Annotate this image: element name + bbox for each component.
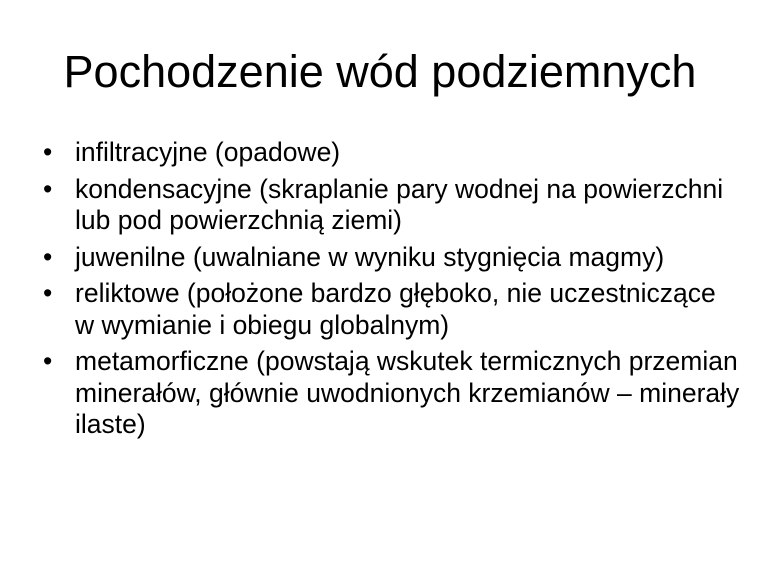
slide-title: Pochodzenie wód podziemnych	[63, 46, 697, 97]
bullet-item	[40, 278, 740, 341]
bullet-item	[40, 174, 740, 237]
bullet-text: juwenilne (uwalniane w wyniku stygnięcia magmy)	[75, 241, 665, 272]
bullet-item	[40, 242, 740, 274]
bullet-text: kondensacyjne (skraplanie pary wodnej na powierzchni lub pod powierzchnią ziemi)	[75, 173, 724, 235]
bullet-icon: •	[43, 173, 53, 204]
bullet-icon: •	[43, 346, 53, 376]
bullet-icon: •	[43, 278, 53, 308]
bullet-text: reliktowe (położone bardzo głęboko, nie uczestniczące w wymianie i obiegu globalnym)	[75, 278, 716, 340]
bullet-item	[40, 346, 740, 441]
bullet-item	[40, 137, 740, 169]
bullet-list	[40, 137, 740, 446]
bullet-icon: •	[43, 137, 53, 167]
bullet-text: infiltracyjne (opadowe)	[75, 137, 341, 167]
bullet-text: metamorficzne (powstają wskutek termicznych przemian minerałów, głównie uwodnionych krzemianów – minerały ilaste)	[75, 346, 740, 439]
bullet-icon: •	[43, 241, 53, 272]
